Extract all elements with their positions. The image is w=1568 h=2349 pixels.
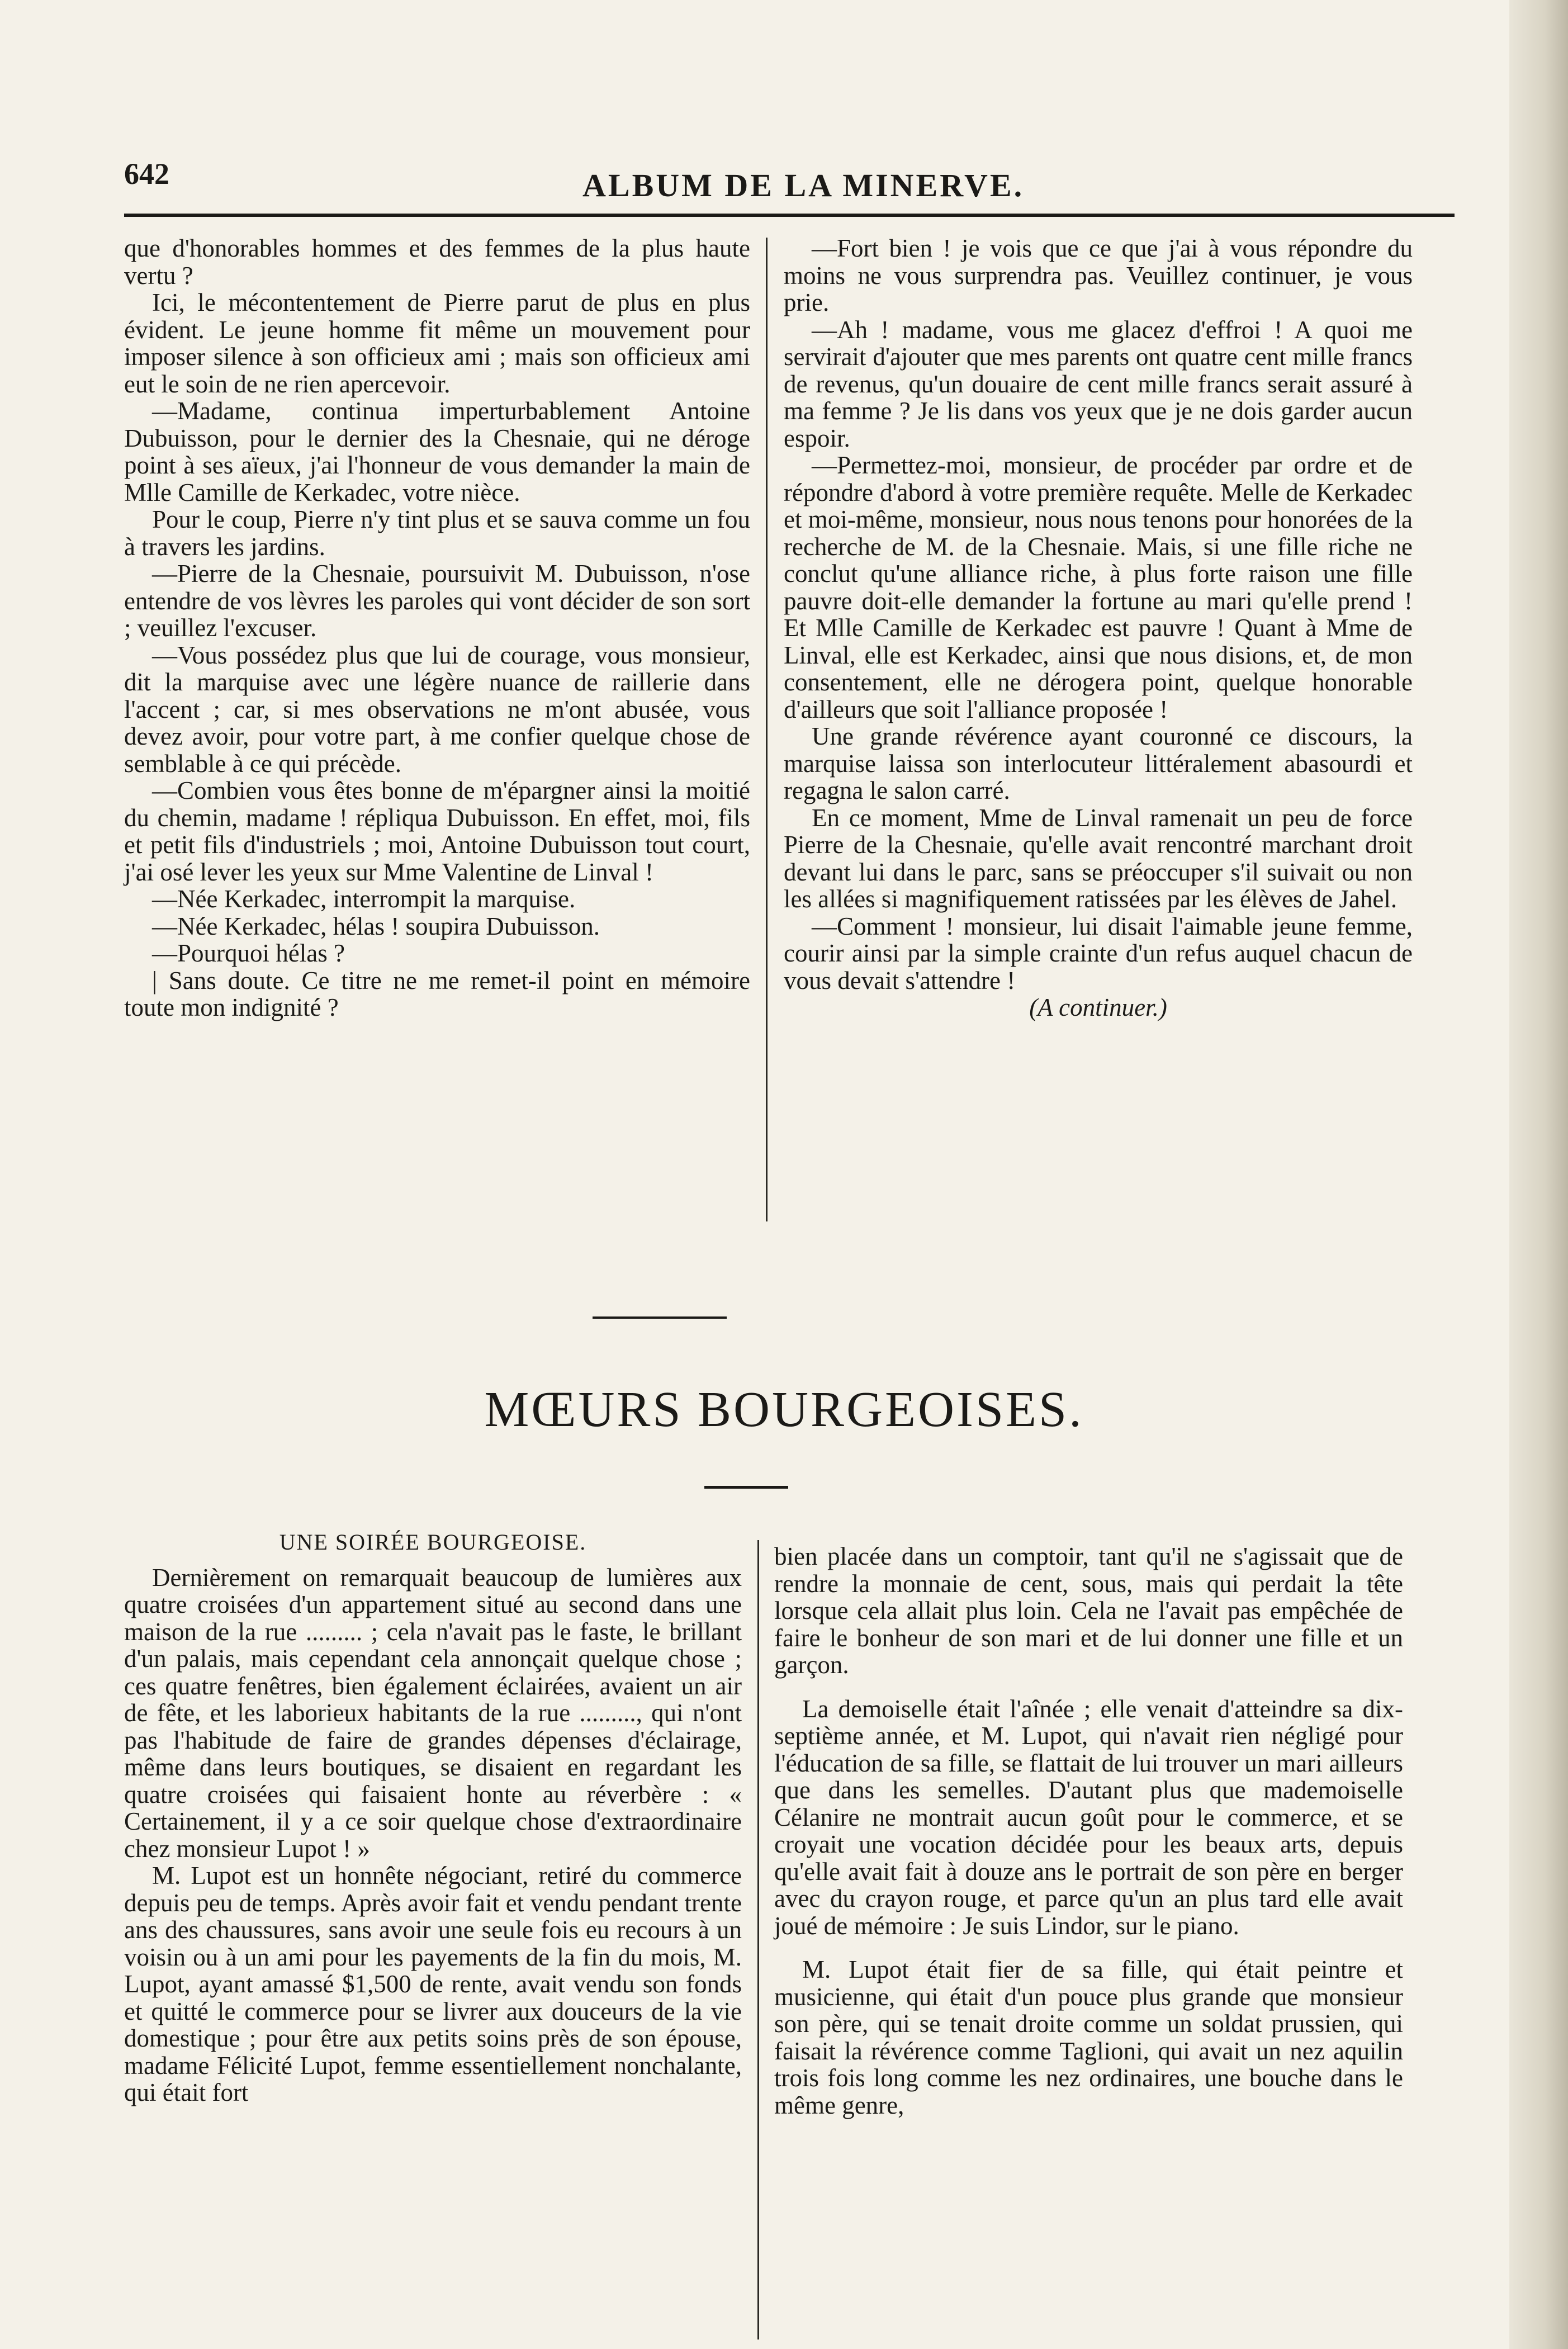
paragraph: —Pourquoi hélas ? [152,939,345,967]
story-left-column [124,235,750,1021]
paragraph: Ici, le mécontentement de Pierre parut de plus en plus évident. Le jeune homme fit même un mouvement pour imposer silence à son officieux ami ; mais son officieux ami eut le soin de ne rien apercevoir. [124,288,750,398]
running-title: ALBUM DE LA MINERVE. [582,167,1025,203]
article-right-column [774,1543,1403,2119]
section-separator [593,1316,727,1319]
page-header [124,151,1455,212]
header-rule [124,214,1455,217]
section-title: MŒURS BOURGEOISES. [484,1382,1084,1437]
paragraph: —Pierre de la Chesnaie, poursuivit M. Dubuisson, n'ose entendre de vos lèvres les paroles qui vont décider de son sort ; veuillez l'excuser. [124,560,750,642]
column-divider [757,1540,759,2339]
column-divider [766,238,768,1221]
paragraph: que d'honorables hommes et des femmes de la plus haute vertu ? [124,234,750,290]
article-subheading: UNE SOIRÉE BOURGEOISE. [279,1529,587,1555]
paragraph: —Combien vous êtes bonne de m'épargner ainsi la moitié du chemin, madame ! répliqua Dubuisson. En effet, moi, fils et petit fils d'industriels ; moi, Antoine Dubuisson tout court, j'ai osé lever les yeux sur Mme Valentine de Linval ! [124,776,750,886]
paragraph: —Ah ! madame, vous me glacez d'effroi ! A quoi me servirait d'ajouter que mes parents ont quatre cent mille francs de revenus, qu'un douaire de cent mille francs serait assuré à ma femme ? Je lis dans vos yeux que je ne dois garder aucun espoir. [784,315,1413,452]
paragraph: —Fort bien ! je vois que ce que j'ai à vous répondre du moins ne vous surprendra pas. Veuillez continuer, je vous prie. [784,234,1413,316]
paragraph: —Née Kerkadec, interrompit la marquise. [152,885,576,913]
paragraph: —Permettez-moi, monsieur, de procéder par ordre et de répondre d'abord à votre première requête. Melle de Kerkadec et moi-même, monsieur, nous nous tenons pour honorées de la recherche de M. de la Chesnaie. Mais, si une fille riche ne conclut qu'une alliance riche, à plus forte raison une fille pauvre doit-elle demander la fortune au mari qu'elle prend ! Et Mlle Camille de Kerkadec est pauvre ! Quant à Mme de Linval, elle est Kerkadec, ainsi que nous disions, et, de mon consentement, elle ne dérogera point, quelque honorable d'ailleurs que soit l'alliance proposée ! [784,451,1413,723]
paragraph: La demoiselle était l'aînée ; elle venait d'atteindre sa dix-septième année, et M. Lupot, qui n'avait rien négligé pour l'éducation de sa fille, se flattait de lui trouver un mari ailleurs que dans les semelles. D'autant plus que mademoiselle Célanire ne montrait aucun goût pour le commerce, et se croyait une vocation décidée pour les beaux arts, depuis qu'elle avait fait à douze ans le portrait de son père en berger avec du crayon rouge, et parce qu'un an plus tard elle avait joué de mémoire : Je suis Lindor, sur le piano. [774,1694,1403,1940]
page-number: 642 [124,157,169,191]
paragraph: —Comment ! monsieur, lui disait l'aimable jeune femme, courir ainsi par la simple crainte d'un refus auquel chacun de vous devait s'attendre ! [784,912,1413,994]
paragraph: Pour le coup, Pierre n'y tint plus et se sauva comme un fou à travers les jardins. [124,505,750,561]
paragraph: | Sans doute. Ce titre ne me remet-il point en mémoire toute mon indignité ? [124,966,750,1021]
paragraph: bien placée dans un comptoir, tant qu'il ne s'agissait que de rendre la monnaie de cent, sous, mais qui perdait la tête lorsque cela allait plus loin. Cela ne l'avait pas empêchée de faire le bonheur de son mari et de lui donner une fille et un garçon. [774,1542,1403,1679]
adjacent-page-edge [1509,0,1568,2349]
paragraph: —Vous possédez plus que lui de courage, vous monsieur, dit la marquise avec une légère nuance de raillerie dans l'accent ; car, si mes observations ne m'ont abusée, vous devez avoir, pour votre part, à me confier quelque chose de semblable à ce qui précède. [124,641,750,778]
story-right-column [784,235,1413,1021]
paragraph: En ce moment, Mme de Linval ramenait un peu de force Pierre de la Chesnaie, qu'elle avait rencontré marchant droit devant lui dans le parc, sans se préoccuper s'il suivait ou non les allées si magnifiquement ratissées par les élèves de Jahel. [784,803,1413,913]
paragraph: M. Lupot est un honnête négociant, retiré du commerce depuis peu de temps. Après avoir fait et vendu pendant trente ans des chaussures, sans avoir une seule fois eu recours à un voisin ou à un ami pour les payements de la fin du mois, M. Lupot, ayant amassé $1,500 de rente, avait vendu son fonds et quitté le commerce pour se livrer aux douceurs de la vie domestique ; pour être aux petits soins près de son épouse, madame Félicité Lupot, femme essentiellement nonchalante, qui était fort [124,1862,742,2106]
title-rule [704,1486,788,1489]
paragraph: Une grande révérence ayant couronné ce discours, la marquise laissa son interlocuteur littéralement abasourdi et regagna le salon carré. [784,722,1413,804]
to-be-continued: (A continuer.) [1029,993,1167,1021]
paragraph: —Née Kerkadec, hélas ! soupira Dubuisson. [152,912,600,940]
article-left-column [124,1529,742,2106]
paragraph: —Madame, continua imperturbablement Antoine Dubuisson, pour le dernier des la Chesnaie, qui ne déroge point à ses aïeux, j'ai l'honneur de vous demander la main de Mlle Camille de Kerkadec, votre nièce. [124,397,750,506]
paragraph: Dernièrement on remarquait beaucoup de lumières aux quatre croisées d'un appartement situé au second dans une maison de la rue ......... ; cela n'avait pas le faste, le brillant d'un palais, mais cependant cela annonçait quelque chose ; ces quatre fenêtres, bien également éclairées, avaient un air de fête, et les laborieux habitants de la rue ........., qui n'ont pas l'habitude de faire de grandes dépenses d'éclairage, même dans leurs boutiques, se disaient en regardant les quatre croisées qui faisaient honte au réverbère : « Certainement, il y a ce soir quelque chose d'extraordinaire chez monsieur Lupot ! » [124,1563,742,1863]
paragraph: M. Lupot était fier de sa fille, qui était peintre et musicienne, qui était d'un pouce plus grande que monsieur son père, qui se tenait droite comme un soldat prussien, qui faisait la révérence comme Taglioni, qui avait un nez aquilin trois fois long comme les nez ordinaires, une bouche dans le même genre, [774,1955,1403,2119]
